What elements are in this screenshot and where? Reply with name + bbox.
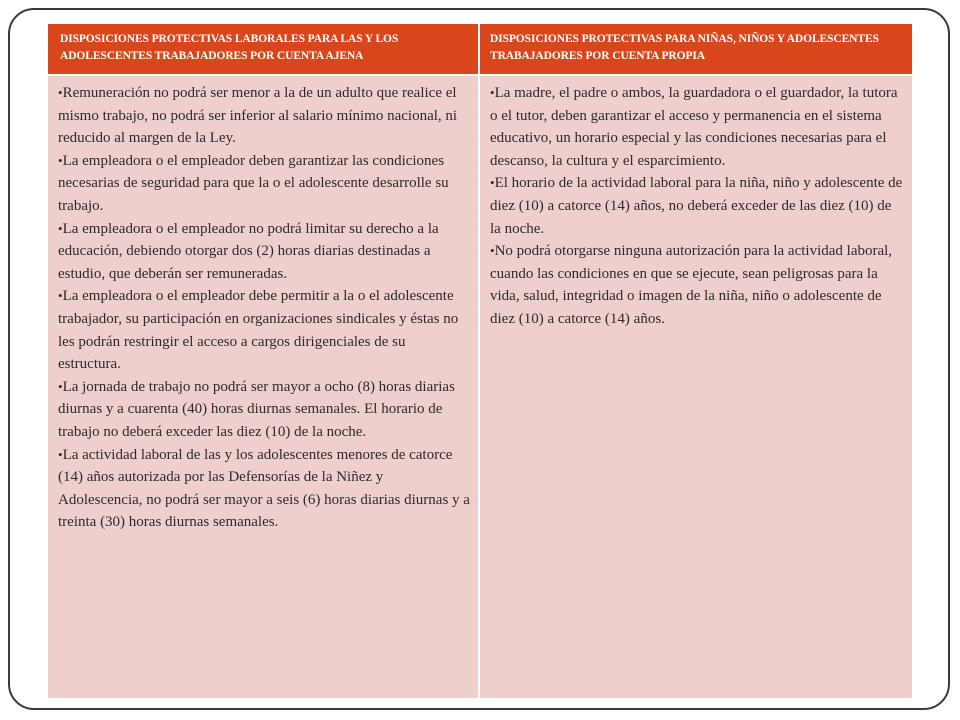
- bullet-icon: •: [58, 378, 63, 394]
- list-item: •La empleadora o el empleador no podrá limitar su derecho a la educación, debiendo otorgar dos (2) horas diarias destinadas a estudio, que deberán ser remuneradas.: [58, 220, 439, 282]
- header-cuenta-propia: DISPOSICIONES PROTECTIVAS PARA NIÑAS, NIÑOS Y ADOLESCENTES TRABAJADORES POR CUENTA PROPIA: [480, 24, 912, 74]
- list-item: •La madre, el padre o ambos, la guardadora o el guardador, la tutora o el tutor, deben garantizar el acceso y permanencia en el sistema educativo, un horario especial y las condiciones necesarias para el descanso, la cultura y el esparcimiento.: [490, 85, 898, 169]
- cell-cuenta-ajena: [48, 74, 480, 698]
- bullet-icon: •: [58, 85, 63, 100]
- cell-cuenta-propia: [480, 74, 912, 698]
- list-item: •La actividad laboral de las y los adolescentes menores de catorce (14) años autorizada por las Defensorías de la Niñez y Adolescencia, no podrá ser mayor a seis (6) horas diarias diurnas y a treinta (30) horas diurnas semanales.: [58, 446, 470, 531]
- bullet-icon: •: [58, 446, 63, 462]
- list-item: •La empleadora o el empleador deben garantizar las condiciones necesarias de seguridad para que la o el adolescente desarrolle su trabajo.: [58, 152, 449, 214]
- provisions-table: [48, 24, 912, 698]
- bullet-icon: •: [490, 85, 495, 100]
- list-item: •La jornada de trabajo no podrá ser mayor a ocho (8) horas diarias diurnas y a cuarenta (40) horas diurnas semanales. El horario de trabajo no deberá exceder las diez (10) de la noche.: [58, 378, 455, 440]
- bullet-icon: •: [490, 243, 495, 259]
- bullet-icon: •: [490, 175, 495, 191]
- list-item: •La empleadora o el empleador debe permitir a la o el adolescente trabajador, su participación en organizaciones sindicales y éstas no les podrán restringir el acceso a cargos dirigenciales de su estructura.: [58, 288, 459, 373]
- list-item: •Remuneración no podrá ser menor a la de un adulto que realice el mismo trabajo, no podrá ser inferior al salario mínimo nacional, ni reducido al margen de la Ley.: [58, 85, 458, 147]
- list-item: •El horario de la actividad laboral para la niña, niño y adolescente de diez (10) a catorce (14) años, no deberá exceder de las diez (10) de la noche.: [490, 175, 903, 237]
- list-item: •No podrá otorgarse ninguna autorización para la actividad laboral, cuando las condiciones en que se ejecute, sean peligrosas para la vida, salud, integridad o imagen de la niña, niño o adolescente de diez (10) a catorce (14) años.: [490, 243, 893, 327]
- bullet-icon: •: [58, 152, 63, 168]
- header-cuenta-ajena: DISPOSICIONES PROTECTIVAS LABORALES PARA LAS Y LOS ADOLESCENTES TRABAJADORES POR CUENTA AJENA: [48, 24, 480, 74]
- bullet-icon: •: [58, 288, 63, 304]
- bullet-icon: •: [58, 220, 63, 236]
